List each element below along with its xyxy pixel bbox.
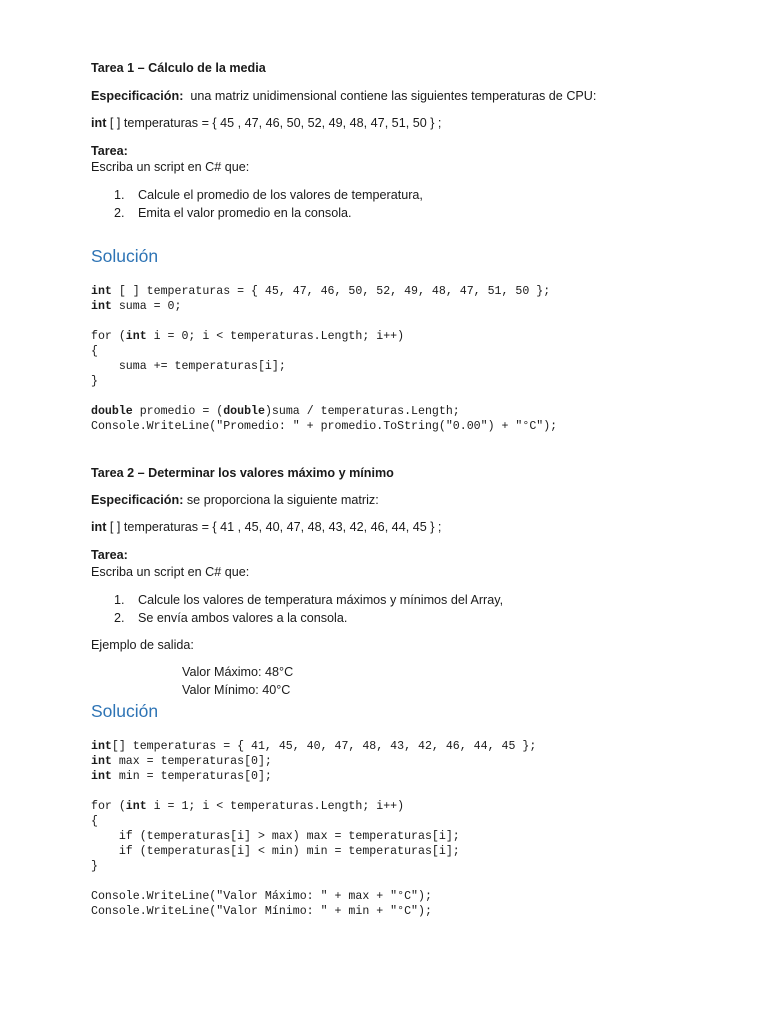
tarea2-spec xyxy=(91,492,379,508)
code-text: min = temperaturas[0]; xyxy=(111,770,272,783)
code-text: if (temperaturas[i] > max) max = temperaturas[i]; xyxy=(91,830,460,843)
tarea2-task-intro: Escriba un script en C# que: xyxy=(91,565,250,579)
code-text: i = 0; i < temperaturas.Length; i++) xyxy=(146,330,405,343)
code-line xyxy=(91,754,536,769)
tarea2-code-block xyxy=(91,739,536,919)
tarea2-array-kw: int xyxy=(91,520,107,534)
code-line xyxy=(91,829,536,844)
code-line xyxy=(91,329,557,344)
code-text: suma += temperaturas[i]; xyxy=(91,360,286,373)
code-text: for ( xyxy=(91,330,126,343)
code-keyword: int xyxy=(91,285,112,298)
code-line xyxy=(91,404,557,419)
tarea1-code-block xyxy=(91,284,557,434)
code-line xyxy=(91,904,536,919)
code-text: max = temperaturas[0]; xyxy=(111,755,272,768)
code-text: [ ] temperaturas = { 45, 47, 46, 50, 52, 49, 48, 47, 51, 50 }; xyxy=(111,285,551,298)
code-text: { xyxy=(91,815,98,828)
code-line xyxy=(91,389,557,404)
code-line xyxy=(91,874,536,889)
tarea2-array xyxy=(91,519,441,535)
tarea1-step-num: 1. xyxy=(114,188,125,202)
code-text: for ( xyxy=(91,800,126,813)
tarea2-task-label: Tarea: xyxy=(91,548,128,562)
code-line xyxy=(91,299,557,314)
tarea2-array-text: [ ] temperaturas = { 41 , 45, 40, 47, 48, 43, 42, 46, 44, 45 } ; xyxy=(106,520,442,534)
tarea2-step-text: Calcule los valores de temperatura máximos y mínimos del Array, xyxy=(138,593,504,607)
code-line xyxy=(91,889,536,904)
code-text: if (temperaturas[i] < min) min = temperaturas[i]; xyxy=(91,845,460,858)
tarea1-array-text: [ ] temperaturas = { 45 , 47, 46, 50, 52, 49, 48, 47, 51, 50 } ; xyxy=(106,116,442,130)
code-line xyxy=(91,814,536,829)
code-keyword: int xyxy=(125,800,147,813)
tarea1-step-num: 2. xyxy=(114,206,125,220)
code-line xyxy=(91,799,536,814)
code-line xyxy=(91,284,557,299)
code-text: [] temperaturas = { 41, 45, 40, 47, 48, 43, 42, 46, 44, 45 }; xyxy=(111,740,537,753)
tarea2-title: Tarea 2 – Determinar los valores máximo y mínimo xyxy=(91,466,394,480)
code-line xyxy=(91,784,536,799)
tarea1-title: Tarea 1 – Cálculo de la media xyxy=(91,61,266,75)
code-keyword: int xyxy=(125,330,147,343)
code-line xyxy=(91,859,536,874)
code-text: { xyxy=(91,345,98,358)
code-line xyxy=(91,844,536,859)
tarea2-spec-label: Especificación: xyxy=(91,493,184,507)
code-text: } xyxy=(91,860,98,873)
tarea2-example-line: Valor Mínimo: 40°C xyxy=(182,683,291,697)
code-text: Console.WriteLine("Promedio: " + promedio.ToString("0.00") + "°C"); xyxy=(91,420,558,433)
tarea1-step-text: Emita el valor promedio en la consola. xyxy=(138,206,352,220)
code-text: Console.WriteLine("Valor Mínimo: " + min + "°C"); xyxy=(91,905,432,918)
tarea1-step-text: Calcule el promedio de los valores de temperatura, xyxy=(138,188,423,202)
code-text: )suma / temperaturas.Length; xyxy=(264,405,460,418)
code-text: promedio = ( xyxy=(132,405,224,418)
code-line xyxy=(91,739,536,754)
tarea2-step-text: Se envía ambos valores a la consola. xyxy=(138,611,348,625)
tarea2-spec-text: se proporciona la siguiente matriz: xyxy=(183,493,379,507)
code-text: } xyxy=(91,375,98,388)
tarea1-spec-text: una matriz unidimensional contiene las siguientes temperaturas de CPU: xyxy=(183,89,597,103)
tarea2-solution-heading: Solución xyxy=(91,701,159,721)
tarea2-step-num: 2. xyxy=(114,611,125,625)
tarea1-spec-label: Especificación: xyxy=(91,89,184,103)
tarea2-example-label: Ejemplo de salida: xyxy=(91,638,194,652)
code-line xyxy=(91,374,557,389)
code-text: i = 1; i < temperaturas.Length; i++) xyxy=(146,800,405,813)
tarea2-step-num: 1. xyxy=(114,593,125,607)
code-text: suma = 0; xyxy=(111,300,182,313)
code-keyword: int xyxy=(91,300,112,313)
code-line xyxy=(91,419,557,434)
tarea1-array-kw: int xyxy=(91,116,107,130)
tarea1-task-intro: Escriba un script en C# que: xyxy=(91,160,250,174)
code-keyword: double xyxy=(91,405,133,418)
tarea1-spec xyxy=(91,88,596,104)
tarea2-example-line: Valor Máximo: 48°C xyxy=(182,665,294,679)
tarea1-array xyxy=(91,115,441,131)
code-line xyxy=(91,314,557,329)
tarea1-task-label: Tarea: xyxy=(91,144,128,158)
code-text: Console.WriteLine("Valor Máximo: " + max + "°C"); xyxy=(91,890,432,903)
code-line xyxy=(91,769,536,784)
code-line xyxy=(91,359,557,374)
code-keyword: int xyxy=(91,770,112,783)
code-keyword: double xyxy=(223,405,265,418)
code-keyword: int xyxy=(91,755,112,768)
code-keyword: int xyxy=(91,740,112,753)
tarea1-solution-heading: Solución xyxy=(91,246,159,266)
code-line xyxy=(91,344,557,359)
